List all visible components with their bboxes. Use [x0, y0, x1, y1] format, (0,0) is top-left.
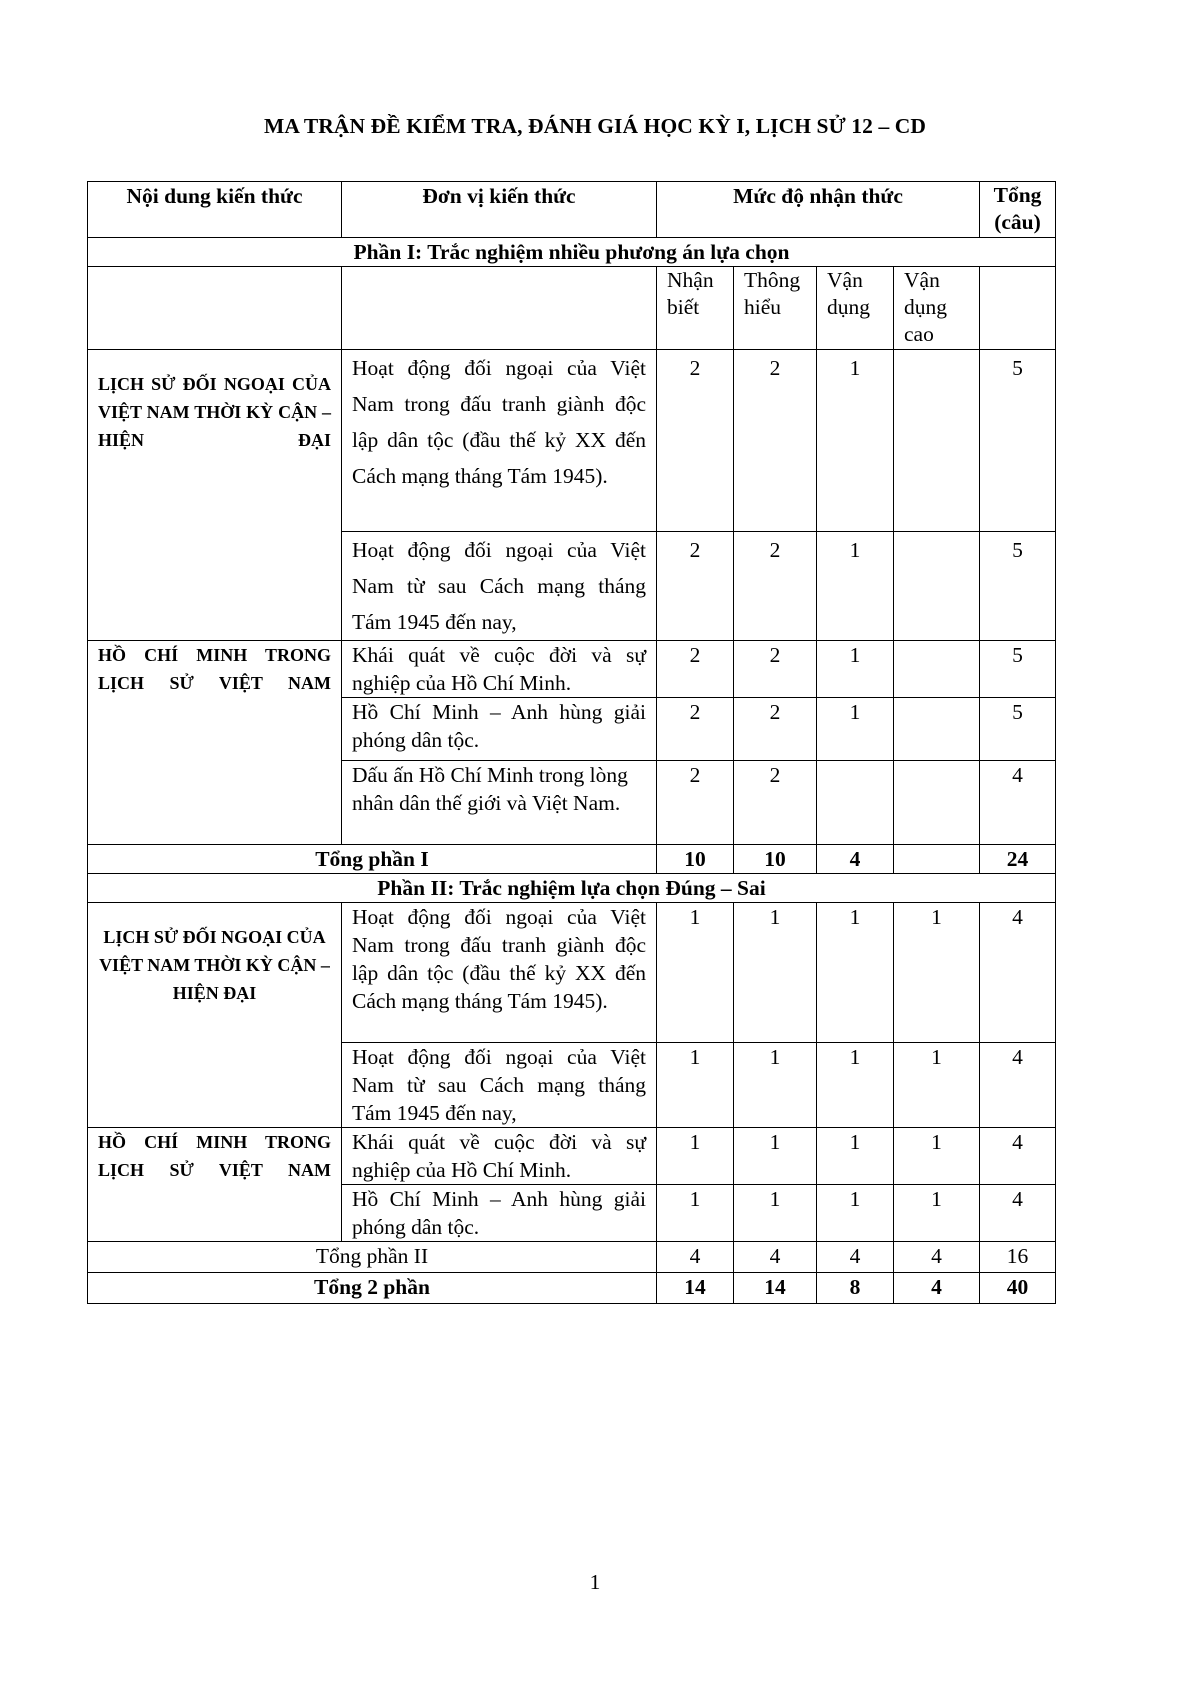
count-cell: 4 [894, 1242, 980, 1273]
count-cell: 2 [734, 761, 817, 845]
count-cell: 1 [657, 903, 734, 1043]
count-cell: 1 [894, 903, 980, 1043]
count-cell: 1 [817, 641, 894, 698]
count-cell: 1 [734, 903, 817, 1043]
header-total: Tổng (câu) [980, 182, 1056, 238]
count-cell: 1 [817, 903, 894, 1043]
row-total-cell: 5 [980, 698, 1056, 761]
count-cell: 1 [894, 1043, 980, 1128]
count-cell: 1 [734, 1185, 817, 1242]
count-cell: 2 [734, 641, 817, 698]
unit-cell: Dấu ấn Hồ Chí Minh trong lòng nhân dân thế giới và Việt Nam. [342, 761, 657, 845]
count-cell: 1 [894, 1128, 980, 1185]
count-cell: 1 [657, 1128, 734, 1185]
count-cell: 1 [817, 698, 894, 761]
section-row-part1 [88, 238, 1056, 267]
count-cell: 1 [817, 532, 894, 641]
grand-total-label: Tổng 2 phần [88, 1273, 657, 1304]
row-total-cell: 4 [980, 1043, 1056, 1128]
count-cell [894, 641, 980, 698]
topic-name: HỒ CHÍ MINH TRONG LỊCH SỬ VIỆT NAM [98, 1132, 331, 1180]
count-cell [817, 761, 894, 845]
count-cell: 2 [734, 350, 817, 532]
row-total-cell: 4 [980, 761, 1056, 845]
count-cell: 10 [734, 845, 817, 874]
count-cell: 8 [817, 1273, 894, 1304]
part2-total-label: Tổng phần II [88, 1242, 657, 1273]
count-cell [894, 532, 980, 641]
level-van-dung: Vận dụng [817, 267, 894, 350]
count-cell: 2 [734, 698, 817, 761]
row-total-cell: 5 [980, 641, 1056, 698]
count-cell: 4 [734, 1242, 817, 1273]
count-cell: 2 [657, 350, 734, 532]
part2-title: Phần II: Trắc nghiệm lựa chọn Đúng – Sai [88, 874, 1056, 903]
unit-cell: Hoạt động đối ngoại của Việt Nam trong đấu tranh giành độc lập dân tộc (đầu thế kỷ XX đến Cách mạng tháng Tám 1945). [342, 350, 657, 532]
header-level: Mức độ nhận thức [657, 182, 980, 238]
unit-cell: Hoạt động đối ngoại của Việt Nam trong đấu tranh giành độc lập dân tộc (đầu thế kỷ XX đến Cách mạng tháng Tám 1945). [342, 903, 657, 1043]
row-total-cell: 4 [980, 1128, 1056, 1185]
topic-name: HỒ CHÍ MINH TRONG LỊCH SỬ VIỆT NAM [98, 645, 331, 693]
level-nhan-biet: Nhận biết [657, 267, 734, 350]
count-cell [894, 761, 980, 845]
unit-cell: Hồ Chí Minh – Anh hùng giải phóng dân tộc. [342, 698, 657, 761]
unit-cell: Hoạt động đối ngoại của Việt Nam từ sau Cách mạng tháng Tám 1945 đến nay, [342, 532, 657, 641]
page-number: 1 [589, 1570, 601, 1594]
count-cell: 4 [894, 1273, 980, 1304]
count-cell: 2 [657, 532, 734, 641]
count-cell [894, 350, 980, 532]
level-subheader-row [88, 267, 1056, 350]
table-row [88, 641, 1056, 698]
count-cell [894, 698, 980, 761]
unit-cell: Khái quát về cuộc đời và sự nghiệp của Hồ Chí Minh. [342, 641, 657, 698]
count-cell: 2 [657, 761, 734, 845]
document-title: MA TRẬN ĐỀ KIỂM TRA, ĐÁNH GIÁ HỌC KỲ I, LỊCH SỬ 12 – CD [263, 114, 927, 138]
count-cell: 1 [817, 1043, 894, 1128]
count-cell: 10 [657, 845, 734, 874]
count-cell: 1 [817, 1185, 894, 1242]
count-cell: 1 [657, 1185, 734, 1242]
count-cell: 2 [734, 532, 817, 641]
part1-total-label: Tổng phần I [88, 845, 657, 874]
count-cell: 4 [817, 845, 894, 874]
count-cell: 1 [817, 350, 894, 532]
section-row-part2 [88, 874, 1056, 903]
header-unit: Đơn vị kiến thức [342, 182, 657, 238]
table-row [88, 1128, 1056, 1185]
grand-total-row [88, 1273, 1056, 1304]
count-cell: 14 [734, 1273, 817, 1304]
count-cell: 1 [657, 1043, 734, 1128]
row-total-cell: 24 [980, 845, 1056, 874]
level-van-dung-cao: Vận dụng cao [894, 267, 980, 350]
level-thong-hieu: Thông hiểu [734, 267, 817, 350]
unit-cell: Hoạt động đối ngoại của Việt Nam từ sau Cách mạng tháng Tám 1945 đến nay, [342, 1043, 657, 1128]
topic-name: LỊCH SỬ ĐỐI NGOẠI CỦA VIỆT NAM THỜI KỲ CẬN – HIỆN ĐẠI [98, 374, 331, 450]
row-total-cell: 4 [980, 903, 1056, 1043]
header-row [88, 182, 1056, 238]
row-total-cell: 5 [980, 350, 1056, 532]
count-cell: 14 [657, 1273, 734, 1304]
part1-title: Phần I: Trắc nghiệm nhiều phương án lựa chọn [88, 238, 1056, 267]
table-row [88, 903, 1056, 1043]
row-total-cell: 5 [980, 532, 1056, 641]
count-cell: 1 [734, 1128, 817, 1185]
header-content: Nội dung kiến thức [88, 182, 342, 238]
unit-cell: Hồ Chí Minh – Anh hùng giải phóng dân tộc. [342, 1185, 657, 1242]
part2-total-row [88, 1242, 1056, 1273]
exam-matrix-table [87, 181, 1056, 1304]
row-total-cell: 16 [980, 1242, 1056, 1273]
count-cell: 4 [657, 1242, 734, 1273]
count-cell: 1 [817, 1128, 894, 1185]
row-total-cell: 40 [980, 1273, 1056, 1304]
count-cell: 2 [657, 698, 734, 761]
count-cell: 1 [894, 1185, 980, 1242]
count-cell: 2 [657, 641, 734, 698]
unit-cell: Khái quát về cuộc đời và sự nghiệp của Hồ Chí Minh. [342, 1128, 657, 1185]
topic-name: LỊCH SỬ ĐỐI NGOẠI CỦA VIỆT NAM THỜI KỲ CẬN – HIỆN ĐẠI [99, 927, 330, 1003]
count-cell [894, 845, 980, 874]
part1-total-row [88, 845, 1056, 874]
row-total-cell: 4 [980, 1185, 1056, 1242]
count-cell: 4 [817, 1242, 894, 1273]
table-row [88, 350, 1056, 532]
count-cell: 1 [734, 1043, 817, 1128]
